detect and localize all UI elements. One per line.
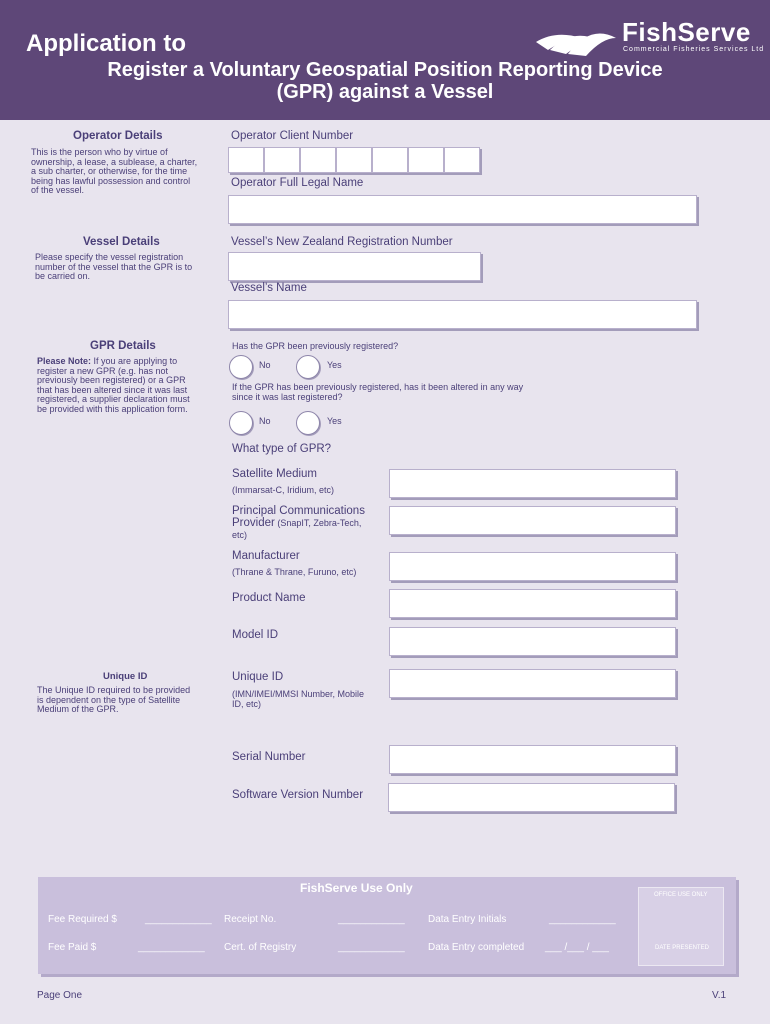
unique-id-label: Unique ID (232, 671, 284, 683)
fee-required-label: Fee Required $ (48, 914, 117, 925)
radio-label-yes: Yes (327, 360, 342, 370)
serial-number-field[interactable] (389, 745, 676, 774)
model-id-label: Model ID (232, 629, 279, 641)
operator-heading: Operator Details (73, 130, 163, 142)
version-label: V.1 (712, 990, 727, 1001)
client-number-cell[interactable] (408, 147, 444, 173)
satellite-medium-hint: (Immarsat-C, Iridium, etc) (232, 485, 335, 495)
client-number-cell[interactable] (336, 147, 372, 173)
unique-id-note: The Unique ID required to be provided is dependent on the type of Satellite Medium of the GPR. (37, 685, 191, 714)
operator-note: This is the person who by virtue of ownership, a lease, a sublease, a charter, a sub charter, or otherwise, for the time being has lawful possession and control of the vessel. (31, 147, 198, 195)
receipt-blank[interactable]: ____________ (338, 914, 405, 925)
title-lines (0, 59, 770, 103)
office-use-heading: FishServe Use Only (300, 881, 413, 895)
client-number-cell[interactable] (300, 147, 336, 173)
vessel-registration-label: Vessel’s New Zealand Registration Number (231, 236, 453, 248)
receipt-label: Receipt No. (224, 914, 277, 925)
office-stamp-bottom: DATE PRESENTED (655, 945, 709, 951)
altered-no-radio[interactable] (229, 411, 253, 435)
software-version-field[interactable] (388, 783, 675, 812)
vessel-name-label: Vessel’s Name (231, 282, 307, 294)
serial-number-label: Serial Number (232, 751, 306, 763)
data-entry-initials-blank[interactable]: ____________ (549, 914, 616, 925)
product-name-label: Product Name (232, 592, 306, 604)
vessel-name-field[interactable] (228, 300, 697, 329)
pcp-label: Principal Communications Provider (SnapIT, Zebra-Tech, etc) (232, 505, 365, 540)
satellite-medium-field[interactable] (389, 469, 676, 498)
previously-registered-yes-radio[interactable] (296, 355, 320, 379)
gpr-note: Please Note: If you are applying to register a new GPR (e.g. has not previously been registered) or a GPR that has been altered since it was last registered, a supplier declaration must be provided with this application form. (37, 356, 190, 414)
cert-registry-label: Cert. of Registry (224, 942, 297, 953)
page-header (0, 0, 770, 120)
operator-legal-name-field[interactable] (228, 195, 697, 224)
software-version-label: Software Version Number (232, 789, 364, 801)
title-line-1: Application to (26, 30, 186, 57)
vessel-registration-field[interactable] (228, 252, 481, 281)
radio-label-no: No (259, 360, 271, 370)
manufacturer-field[interactable] (389, 552, 676, 581)
radio-label-no: No (259, 416, 271, 426)
previously-registered-question: Has the GPR been previously registered? (232, 341, 399, 351)
previously-registered-no-radio[interactable] (229, 355, 253, 379)
pcp-field[interactable] (389, 506, 676, 535)
fee-paid-label: Fee Paid $ (48, 942, 97, 953)
manufacturer-label: Manufacturer (232, 550, 300, 562)
unique-id-hint: (IMN/IMEI/MMSI Number, Mobile ID, etc) (232, 689, 365, 709)
vessel-note: Please specify the vessel registration number of the vessel that the GPR is to be carried on. (35, 252, 193, 281)
title-line-2: Register a Voluntary Geospatial Position Reporting Device (107, 59, 663, 81)
gpr-heading: GPR Details (90, 340, 156, 352)
cert-registry-blank[interactable]: ____________ (338, 942, 405, 953)
gpr-type-question: What type of GPR? (232, 443, 332, 455)
model-id-field[interactable] (389, 627, 676, 656)
fee-required-blank[interactable]: ____________ (145, 914, 212, 925)
client-number-cell[interactable] (372, 147, 408, 173)
fee-paid-blank[interactable]: ____________ (138, 942, 205, 953)
operator-client-number-field[interactable] (228, 147, 480, 173)
manufacturer-hint: (Thrane & Thrane, Furuno, etc) (232, 567, 357, 577)
client-number-cell[interactable] (444, 147, 480, 173)
unique-id-heading: Unique ID (103, 671, 148, 682)
client-number-cell[interactable] (264, 147, 300, 173)
satellite-medium-label: Satellite Medium (232, 468, 318, 480)
page-number: Page One (37, 990, 83, 1001)
vessel-heading: Vessel Details (83, 236, 160, 248)
logo-text: FishServe (622, 17, 751, 47)
data-entry-initials-label: Data Entry Initials (428, 914, 507, 925)
data-entry-date-blank[interactable]: ___ /___ / ___ (545, 942, 609, 953)
altered-yes-radio[interactable] (296, 411, 320, 435)
unique-id-field[interactable] (389, 669, 676, 698)
product-name-field[interactable] (389, 589, 676, 618)
operator-client-number-label: Operator Client Number (231, 130, 354, 142)
logo-subtext: Commercial Fisheries Services Ltd (623, 46, 765, 53)
radio-label-yes: Yes (327, 416, 342, 426)
altered-question: If the GPR has been previously registered, has it been altered in any way since it was last registered? (232, 382, 524, 402)
office-stamp-box (638, 887, 724, 966)
office-stamp-top: OFFICE USE ONLY (654, 892, 708, 898)
title-line-3: (GPR) against a Vessel (276, 81, 494, 103)
data-entry-completed-label: Data Entry completed (428, 942, 525, 953)
client-number-cell[interactable] (228, 147, 264, 173)
operator-legal-name-label: Operator Full Legal Name (231, 177, 364, 189)
